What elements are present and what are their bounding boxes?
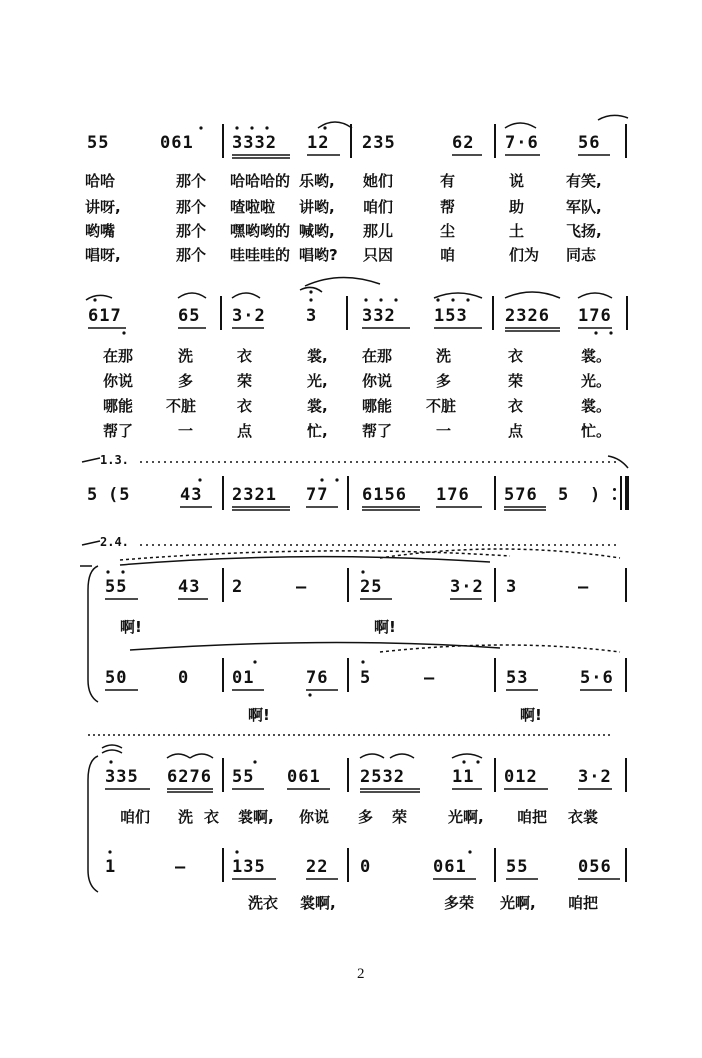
note-group: 55 [506,857,529,877]
lyric: 飞扬, [566,222,602,240]
lyric: 助 [509,198,525,216]
lyric: 哈哈哈的 [230,172,291,190]
lyric: 多 [436,372,452,390]
lyric: 在那 [362,347,393,365]
note-group: 01 [232,668,255,688]
note-group: 576 [504,485,538,505]
note-group: ) [590,485,602,505]
lyric: 多 [358,808,374,826]
note-group: 5 [558,485,570,505]
note-group: 3·2 [232,306,266,326]
note-group: 2532 [360,767,405,787]
note-group: 25 [360,577,383,597]
lyric: 不脏 [426,397,457,415]
lyric: 咱把 [568,894,599,912]
lyric: 那个 [176,222,207,240]
lyric: 帮了 [362,422,393,440]
lyric: 洗 [178,808,194,826]
note-group: 65 [178,306,201,326]
note-group: 012 [504,767,538,787]
note-group: 335 [105,767,139,787]
note-group: 056 [578,857,612,877]
lyric: 裳, [307,347,328,365]
lyric: 只因 [363,246,394,264]
lyric: 衣 [237,347,253,365]
lyric: 哪能 [362,397,393,415]
page-number: 2 [357,966,365,982]
note-group: 55 [232,767,255,787]
lyric: 洗 [436,347,452,365]
note-group: (5 [108,485,131,505]
lyric: 裳, [307,397,328,415]
note-group: 5 [87,485,99,505]
lyric: 一 [436,422,452,440]
note-group: 3·2 [450,577,484,597]
note-group: — [175,857,187,877]
lyric: 你说 [362,372,393,390]
note-group: 617 [88,306,122,326]
note-group: 061 [433,857,467,877]
note-group: 77 [306,485,329,505]
note-group: 1 [105,857,117,877]
note-group: 176 [436,485,470,505]
lyric: 帮了 [103,422,134,440]
lyric: 衣 [508,347,524,365]
note-group: 235 [362,133,396,153]
lyric: 多荣 [444,894,475,912]
lyric: 哟嘴 [85,222,116,240]
note-group: 0 [360,857,372,877]
lyric: 衣 [508,397,524,415]
lyric: 唱呀, [85,246,121,264]
lyric: 不脏 [166,397,197,415]
lyric: 咱们 [120,808,151,826]
note-group: 332 [362,306,396,326]
note-group: 55 [87,133,110,153]
lyric: 哈哈 [85,172,116,190]
lyric: 裳。 [581,347,612,365]
note-group: — [424,668,436,688]
lyric: 乐哟, [299,172,335,190]
note-group: 55 [105,577,128,597]
note-group: 6156 [362,485,407,505]
lyric: 们为 [509,246,540,264]
lyric: 土 [509,222,525,240]
note-group: 153 [434,306,468,326]
lyric: 咱们 [363,198,394,216]
lyric: 点 [508,422,524,440]
note-group: 50 [105,668,128,688]
lyric: 哪能 [103,397,134,415]
lyric: 哇哇哇的 [230,246,291,264]
lyric: 有 [440,172,456,190]
lyric: 光。 [581,372,612,390]
lyric: 咱 [440,246,456,264]
lyric: 嘿哟哟的 [230,222,291,240]
lyric: 喳啦啦 [230,198,276,216]
lyric: 讲哟, [299,198,335,216]
lyric: 讲呀, [85,198,121,216]
lyric: 同志 [566,246,597,264]
lyric: 喊哟, [299,222,335,240]
lyric: 光啊, [448,808,484,826]
note-group: 43 [180,485,203,505]
note-group: 76 [306,668,329,688]
lyric: 那个 [176,198,207,216]
lyric: 衣 [204,808,220,826]
note-group: 6276 [167,767,212,787]
note-group: 5·6 [580,668,614,688]
note-group: 62 [452,133,475,153]
note-group: 3332 [232,133,277,153]
lyric: 啊! [374,618,396,636]
note-group: 22 [306,857,329,877]
lyric: 裳啊, [238,808,274,826]
lyric: 尘 [440,222,456,240]
lyric: 你说 [103,372,134,390]
lyric: 忙。 [581,422,612,440]
note-group: 3 [506,577,518,597]
note-group: 2321 [232,485,277,505]
note-group: 12 [307,133,330,153]
note-group: 3·2 [578,767,612,787]
volta-label: 2.4. [100,535,129,549]
lyric: 荣 [237,372,253,390]
note-group: 0 [178,668,190,688]
lyric: 荣 [508,372,524,390]
lyric: 那个 [176,246,207,264]
lyric: 帮 [440,198,456,216]
note-group: 061 [160,133,194,153]
lyric: 衣裳 [568,808,599,826]
lyric: 她们 [363,172,394,190]
lyric: 光, [307,372,328,390]
lyric: 忙, [307,422,328,440]
lyric: 荣 [392,808,408,826]
note-group: 176 [578,306,612,326]
note-group: 2 [232,577,244,597]
lyric: 裳。 [581,397,612,415]
lyric: 啊! [520,706,542,724]
note-group: — [296,577,308,597]
lyric: 在那 [103,347,134,365]
note-group: 43 [178,577,201,597]
lyric: 唱哟? [299,246,338,264]
lyric: 裳啊, [300,894,336,912]
lyric: 说 [509,172,525,190]
note-group: 135 [232,857,266,877]
lyric: 军队, [566,198,602,216]
note-group: 53 [506,668,529,688]
lyric: 洗衣 [248,894,279,912]
note-group: 7·6 [505,133,539,153]
lyric: 啊! [248,706,270,724]
note-group: 5 [360,668,372,688]
lyric: 洗 [178,347,194,365]
note-group: 061 [287,767,321,787]
note-group: 56 [578,133,601,153]
lyric: 衣 [237,397,253,415]
lyric: 那儿 [363,222,394,240]
lyric: 咱把 [517,808,548,826]
note-group: 11 [452,767,475,787]
lyric: 有笑, [566,172,602,190]
lyric: 啊! [120,618,142,636]
lyric: 光啊, [500,894,536,912]
note-group: 3 [306,306,318,326]
lyric: 一 [178,422,194,440]
note-group: — [578,577,590,597]
lyric: 那个 [176,172,207,190]
lyric: 你说 [299,808,330,826]
note-group: 2326 [505,306,550,326]
lyric: 点 [237,422,253,440]
lyric: 多 [178,372,194,390]
volta-label: 1.3. [100,453,129,467]
